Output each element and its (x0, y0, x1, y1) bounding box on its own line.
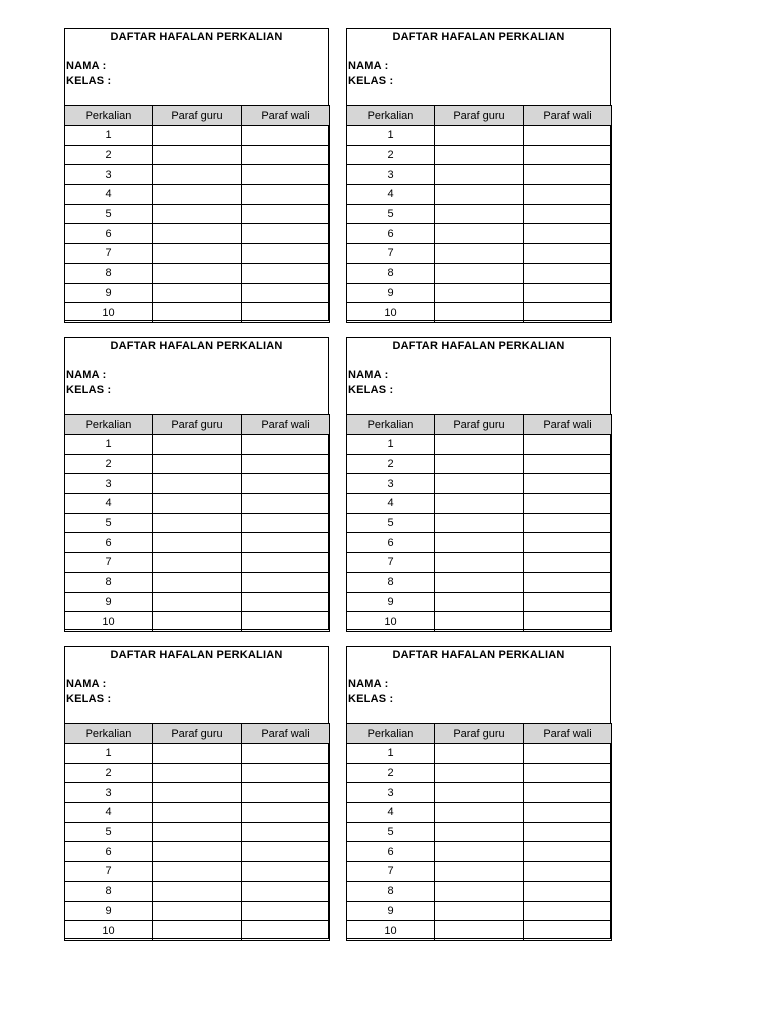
multiplication-number: 1 (65, 435, 153, 455)
table-row (347, 435, 612, 455)
teacher-signature-cell (435, 612, 524, 632)
teacher-signature-cell (153, 783, 242, 803)
name-label: NAMA : (348, 369, 389, 381)
table-row (347, 185, 612, 205)
memorization-card-4 (346, 337, 611, 630)
teacher-signature-cell (435, 901, 524, 921)
teacher-signature-cell (435, 783, 524, 803)
teacher-signature-cell (153, 572, 242, 592)
table-row (65, 533, 330, 553)
parent-signature-cell (242, 572, 330, 592)
multiplication-number: 1 (65, 126, 153, 146)
multiplication-number: 10 (65, 921, 153, 941)
parent-signature-cell (524, 901, 612, 921)
multiplication-number: 2 (347, 763, 435, 783)
multiplication-number: 5 (347, 513, 435, 533)
teacher-signature-cell (153, 592, 242, 612)
parent-signature-cell (524, 513, 612, 533)
teacher-signature-cell (153, 244, 242, 264)
parent-signature-cell (524, 822, 612, 842)
parent-signature-cell (242, 803, 330, 823)
multiplication-number: 5 (65, 513, 153, 533)
table-row (65, 454, 330, 474)
teacher-signature-cell (435, 454, 524, 474)
parent-signature-cell (242, 454, 330, 474)
parent-signature-cell (242, 283, 330, 303)
parent-signature-cell (524, 283, 612, 303)
teacher-signature-cell (153, 822, 242, 842)
multiplication-number: 7 (347, 553, 435, 573)
parent-signature-cell (242, 744, 330, 764)
memorization-card-3 (64, 337, 329, 630)
multiplication-number: 4 (347, 185, 435, 205)
class-label: KELAS : (348, 384, 394, 396)
table-row (347, 533, 612, 553)
parent-signature-cell (242, 612, 330, 632)
class-label: KELAS : (348, 693, 394, 705)
teacher-signature-cell (153, 763, 242, 783)
multiplication-number: 6 (347, 224, 435, 244)
multiplication-number: 6 (65, 224, 153, 244)
card-title: DAFTAR HAFALAN PERKALIAN (110, 340, 283, 352)
multiplication-number: 5 (65, 822, 153, 842)
teacher-signature-cell (153, 126, 242, 146)
table-row (65, 881, 330, 901)
table-row (65, 921, 330, 941)
teacher-signature-cell (435, 553, 524, 573)
signature-table (64, 105, 330, 323)
parent-signature-cell (524, 803, 612, 823)
table-row (347, 224, 612, 244)
column-header-multiplication: Perkalian (65, 724, 153, 744)
multiplication-number: 7 (347, 244, 435, 264)
teacher-signature-cell (435, 435, 524, 455)
card-title: DAFTAR HAFALAN PERKALIAN (110, 649, 283, 661)
parent-signature-cell (524, 165, 612, 185)
parent-signature-cell (242, 842, 330, 862)
teacher-signature-cell (435, 763, 524, 783)
table-row (347, 921, 612, 941)
multiplication-number: 4 (65, 185, 153, 205)
table-row (347, 494, 612, 514)
table-row (347, 454, 612, 474)
table-row (347, 263, 612, 283)
multiplication-number: 4 (65, 803, 153, 823)
multiplication-number: 9 (347, 592, 435, 612)
signature-table (64, 723, 330, 941)
teacher-signature-cell (153, 454, 242, 474)
card-title: DAFTAR HAFALAN PERKALIAN (392, 31, 565, 43)
multiplication-number: 7 (347, 862, 435, 882)
memorization-card-1 (64, 28, 329, 321)
column-header-parent-signature: Paraf wali (524, 724, 612, 744)
multiplication-number: 4 (347, 803, 435, 823)
table-row (347, 572, 612, 592)
card-title: DAFTAR HAFALAN PERKALIAN (392, 649, 565, 661)
parent-signature-cell (524, 783, 612, 803)
table-header-row (347, 415, 612, 435)
column-header-teacher-signature: Paraf guru (153, 106, 242, 126)
memorization-card-5 (64, 646, 329, 939)
multiplication-number: 3 (65, 783, 153, 803)
parent-signature-cell (242, 474, 330, 494)
parent-signature-cell (242, 494, 330, 514)
parent-signature-cell (242, 822, 330, 842)
teacher-signature-cell (435, 842, 524, 862)
teacher-signature-cell (153, 901, 242, 921)
teacher-signature-cell (153, 921, 242, 941)
table-header-row (65, 415, 330, 435)
multiplication-number: 2 (347, 454, 435, 474)
column-header-parent-signature: Paraf wali (242, 724, 330, 744)
parent-signature-cell (524, 474, 612, 494)
multiplication-number: 1 (65, 744, 153, 764)
teacher-signature-cell (153, 803, 242, 823)
multiplication-number: 4 (347, 494, 435, 514)
table-row (65, 513, 330, 533)
parent-signature-cell (242, 592, 330, 612)
column-header-teacher-signature: Paraf guru (435, 106, 524, 126)
teacher-signature-cell (153, 185, 242, 205)
teacher-signature-cell (435, 494, 524, 514)
teacher-signature-cell (435, 921, 524, 941)
parent-signature-cell (242, 533, 330, 553)
table-row (347, 513, 612, 533)
column-header-teacher-signature: Paraf guru (153, 415, 242, 435)
teacher-signature-cell (153, 263, 242, 283)
parent-signature-cell (242, 921, 330, 941)
column-header-teacher-signature: Paraf guru (435, 415, 524, 435)
table-row (65, 494, 330, 514)
multiplication-number: 9 (65, 283, 153, 303)
name-label: NAMA : (348, 60, 389, 72)
teacher-signature-cell (153, 612, 242, 632)
teacher-signature-cell (435, 474, 524, 494)
table-row (65, 901, 330, 921)
parent-signature-cell (524, 126, 612, 146)
parent-signature-cell (242, 224, 330, 244)
table-row (65, 474, 330, 494)
parent-signature-cell (242, 244, 330, 264)
multiplication-number: 6 (65, 842, 153, 862)
parent-signature-cell (524, 881, 612, 901)
class-label: KELAS : (66, 693, 112, 705)
multiplication-number: 9 (65, 592, 153, 612)
table-row (347, 244, 612, 264)
parent-signature-cell (524, 842, 612, 862)
teacher-signature-cell (435, 165, 524, 185)
table-row (65, 145, 330, 165)
table-row (347, 822, 612, 842)
multiplication-number: 7 (65, 553, 153, 573)
table-row (347, 553, 612, 573)
teacher-signature-cell (153, 145, 242, 165)
parent-signature-cell (242, 862, 330, 882)
column-header-parent-signature: Paraf wali (242, 106, 330, 126)
teacher-signature-cell (153, 165, 242, 185)
teacher-signature-cell (153, 533, 242, 553)
teacher-signature-cell (153, 513, 242, 533)
multiplication-number: 10 (347, 612, 435, 632)
teacher-signature-cell (153, 224, 242, 244)
column-header-multiplication: Perkalian (347, 415, 435, 435)
table-row (65, 783, 330, 803)
class-label: KELAS : (348, 75, 394, 87)
multiplication-number: 8 (347, 881, 435, 901)
table-row (65, 303, 330, 323)
card-title: DAFTAR HAFALAN PERKALIAN (110, 31, 283, 43)
multiplication-number: 7 (65, 244, 153, 264)
column-header-teacher-signature: Paraf guru (435, 724, 524, 744)
column-header-parent-signature: Paraf wali (524, 415, 612, 435)
teacher-signature-cell (153, 842, 242, 862)
parent-signature-cell (242, 901, 330, 921)
teacher-signature-cell (435, 204, 524, 224)
teacher-signature-cell (435, 244, 524, 264)
column-header-teacher-signature: Paraf guru (153, 724, 242, 744)
table-row (65, 612, 330, 632)
parent-signature-cell (524, 435, 612, 455)
multiplication-number: 10 (347, 303, 435, 323)
teacher-signature-cell (435, 533, 524, 553)
parent-signature-cell (242, 145, 330, 165)
parent-signature-cell (242, 881, 330, 901)
name-label: NAMA : (66, 369, 107, 381)
teacher-signature-cell (153, 862, 242, 882)
multiplication-number: 9 (347, 283, 435, 303)
signature-table (346, 105, 612, 323)
parent-signature-cell (242, 185, 330, 205)
multiplication-number: 2 (347, 145, 435, 165)
signature-table (346, 414, 612, 632)
table-row (65, 435, 330, 455)
column-header-multiplication: Perkalian (65, 415, 153, 435)
parent-signature-cell (524, 612, 612, 632)
teacher-signature-cell (153, 283, 242, 303)
teacher-signature-cell (153, 881, 242, 901)
teacher-signature-cell (153, 744, 242, 764)
parent-signature-cell (242, 763, 330, 783)
table-row (347, 881, 612, 901)
table-row (347, 165, 612, 185)
teacher-signature-cell (435, 803, 524, 823)
parent-signature-cell (524, 921, 612, 941)
parent-signature-cell (524, 454, 612, 474)
table-row (65, 244, 330, 264)
multiplication-number: 5 (65, 204, 153, 224)
table-row (347, 474, 612, 494)
multiplication-number: 3 (65, 165, 153, 185)
table-row (347, 303, 612, 323)
teacher-signature-cell (435, 822, 524, 842)
table-row (347, 204, 612, 224)
teacher-signature-cell (435, 862, 524, 882)
table-row (65, 165, 330, 185)
teacher-signature-cell (153, 474, 242, 494)
parent-signature-cell (242, 303, 330, 323)
multiplication-number: 8 (65, 881, 153, 901)
parent-signature-cell (524, 204, 612, 224)
table-row (347, 862, 612, 882)
multiplication-number: 8 (347, 263, 435, 283)
multiplication-number: 6 (65, 533, 153, 553)
parent-signature-cell (242, 435, 330, 455)
parent-signature-cell (524, 263, 612, 283)
multiplication-number: 1 (347, 126, 435, 146)
parent-signature-cell (524, 744, 612, 764)
parent-signature-cell (524, 494, 612, 514)
table-row (347, 901, 612, 921)
multiplication-number: 8 (65, 572, 153, 592)
parent-signature-cell (242, 263, 330, 283)
multiplication-number: 6 (347, 842, 435, 862)
class-label: KELAS : (66, 384, 112, 396)
table-row (65, 822, 330, 842)
parent-signature-cell (242, 204, 330, 224)
table-header-row (65, 106, 330, 126)
parent-signature-cell (524, 244, 612, 264)
teacher-signature-cell (435, 572, 524, 592)
multiplication-number: 1 (347, 744, 435, 764)
multiplication-number: 10 (65, 612, 153, 632)
multiplication-number: 3 (347, 474, 435, 494)
table-header-row (347, 106, 612, 126)
column-header-parent-signature: Paraf wali (524, 106, 612, 126)
table-row (347, 126, 612, 146)
table-row (65, 126, 330, 146)
teacher-signature-cell (435, 513, 524, 533)
teacher-signature-cell (153, 303, 242, 323)
memorization-card-2 (346, 28, 611, 321)
parent-signature-cell (524, 553, 612, 573)
parent-signature-cell (524, 592, 612, 612)
multiplication-number: 8 (347, 572, 435, 592)
multiplication-number: 5 (347, 204, 435, 224)
parent-signature-cell (524, 572, 612, 592)
parent-signature-cell (242, 126, 330, 146)
parent-signature-cell (242, 783, 330, 803)
table-header-row (347, 724, 612, 744)
table-row (65, 224, 330, 244)
parent-signature-cell (524, 862, 612, 882)
card-title: DAFTAR HAFALAN PERKALIAN (392, 340, 565, 352)
parent-signature-cell (524, 145, 612, 165)
parent-signature-cell (242, 513, 330, 533)
table-row (65, 842, 330, 862)
column-header-parent-signature: Paraf wali (242, 415, 330, 435)
teacher-signature-cell (153, 553, 242, 573)
teacher-signature-cell (435, 224, 524, 244)
parent-signature-cell (524, 533, 612, 553)
class-label: KELAS : (66, 75, 112, 87)
table-row (347, 283, 612, 303)
parent-signature-cell (524, 185, 612, 205)
parent-signature-cell (524, 763, 612, 783)
parent-signature-cell (524, 303, 612, 323)
table-row (65, 592, 330, 612)
column-header-multiplication: Perkalian (347, 724, 435, 744)
multiplication-number: 2 (65, 145, 153, 165)
teacher-signature-cell (435, 283, 524, 303)
multiplication-number: 10 (65, 303, 153, 323)
parent-signature-cell (242, 553, 330, 573)
teacher-signature-cell (153, 435, 242, 455)
table-row (65, 862, 330, 882)
multiplication-number: 8 (65, 263, 153, 283)
table-row (347, 612, 612, 632)
teacher-signature-cell (435, 881, 524, 901)
teacher-signature-cell (435, 263, 524, 283)
table-row (65, 572, 330, 592)
parent-signature-cell (242, 165, 330, 185)
signature-table (346, 723, 612, 941)
memorization-card-6 (346, 646, 611, 939)
teacher-signature-cell (153, 204, 242, 224)
table-row (347, 763, 612, 783)
table-row (65, 263, 330, 283)
table-row (65, 204, 330, 224)
table-row (65, 283, 330, 303)
multiplication-number: 1 (347, 435, 435, 455)
teacher-signature-cell (435, 303, 524, 323)
multiplication-number: 4 (65, 494, 153, 514)
multiplication-number: 10 (347, 921, 435, 941)
table-row (347, 783, 612, 803)
multiplication-number: 9 (65, 901, 153, 921)
table-row (347, 842, 612, 862)
name-label: NAMA : (66, 60, 107, 72)
table-row (65, 553, 330, 573)
name-label: NAMA : (348, 678, 389, 690)
multiplication-number: 3 (347, 783, 435, 803)
multiplication-number: 2 (65, 454, 153, 474)
table-row (347, 803, 612, 823)
teacher-signature-cell (435, 744, 524, 764)
column-header-multiplication: Perkalian (65, 106, 153, 126)
signature-table (64, 414, 330, 632)
teacher-signature-cell (435, 185, 524, 205)
multiplication-number: 5 (347, 822, 435, 842)
table-row (65, 744, 330, 764)
table-row (347, 145, 612, 165)
table-row (347, 744, 612, 764)
teacher-signature-cell (435, 145, 524, 165)
multiplication-number: 3 (65, 474, 153, 494)
teacher-signature-cell (153, 494, 242, 514)
name-label: NAMA : (66, 678, 107, 690)
multiplication-number: 7 (65, 862, 153, 882)
table-row (65, 763, 330, 783)
table-row (347, 592, 612, 612)
multiplication-number: 2 (65, 763, 153, 783)
column-header-multiplication: Perkalian (347, 106, 435, 126)
multiplication-number: 9 (347, 901, 435, 921)
multiplication-number: 6 (347, 533, 435, 553)
multiplication-number: 3 (347, 165, 435, 185)
table-row (65, 803, 330, 823)
teacher-signature-cell (435, 592, 524, 612)
parent-signature-cell (524, 224, 612, 244)
table-row (65, 185, 330, 205)
table-header-row (65, 724, 330, 744)
teacher-signature-cell (435, 126, 524, 146)
